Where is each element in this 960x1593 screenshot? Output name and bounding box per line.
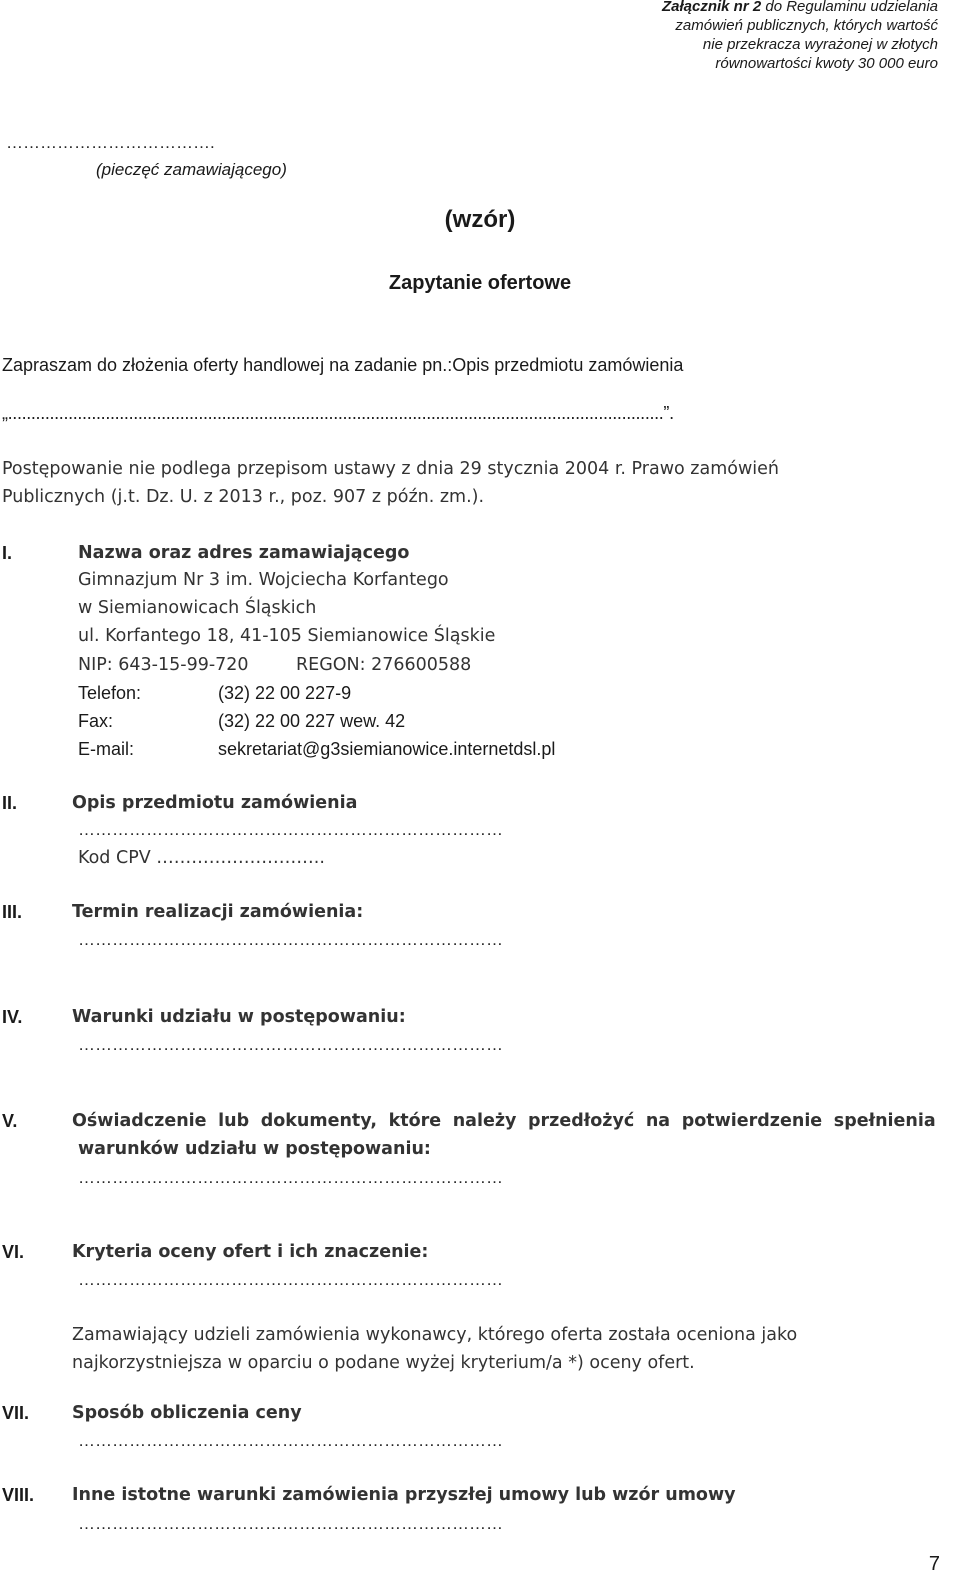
section-number: VII. xyxy=(2,1403,30,1423)
section-title-conditions: Warunki udziału w postępowaniu: xyxy=(72,1007,406,1027)
legal-note-line2: Publicznych (j.t. Dz. U. z 2013 r., poz. 907 z późn. zm.). xyxy=(2,487,485,507)
header-note-line1 xyxy=(662,0,938,16)
section-number: III. xyxy=(2,902,23,922)
header-note-line2: zamówień publicznych, których wartość xyxy=(675,17,938,34)
stamp-label: (pieczęć zamawiającego) xyxy=(96,160,287,179)
section-title-documents-line2: warunków udziału w postępowaniu: xyxy=(78,1139,431,1159)
authority-name-line1: Gimnazjum Nr 3 im. Wojciecha Korfantego xyxy=(78,570,449,590)
legal-note-line1: Postępowanie nie podlega przepisom ustawy z dnia 29 stycznia 2004 r. Prawo zamówień xyxy=(2,459,779,479)
section-title-deadline: Termin realizacji zamówienia: xyxy=(72,902,364,922)
section-number: V. xyxy=(2,1111,18,1131)
subject-dots: ………………………………………………………………… xyxy=(78,820,503,839)
authority-name-line2: w Siemianowicach Śląskich xyxy=(78,598,317,618)
task-placeholder: „.............................................................................................................................................”. xyxy=(2,403,674,423)
section-title-criteria: Kryteria oceny ofert i ich znaczenie: xyxy=(72,1242,429,1262)
header-note-line4: równowartości kwoty 30 000 euro xyxy=(715,55,938,72)
conditions-dots: ………………………………………………………………… xyxy=(78,1035,503,1054)
award-note-line2: najkorzystniejsza w oparciu o podane wyżej kryterium/a *) oceny ofert. xyxy=(72,1353,695,1373)
section-title-subject: Opis przedmiotu zamówienia xyxy=(72,793,358,813)
section-number: IV. xyxy=(2,1007,23,1027)
email-value: sekretariat@g3siemianowice.internetdsl.pl xyxy=(218,739,556,759)
header-note-line1-rest: do Regulaminu udzielania xyxy=(761,0,938,15)
nip-number: NIP: 643-15-99-720 xyxy=(78,655,249,675)
fax-value: (32) 22 00 227 wew. 42 xyxy=(218,711,406,731)
invitation-text: Zapraszam do złożenia oferty handlowej na zadanie pn.:Opis przedmiotu zamówienia xyxy=(2,355,684,375)
header-note xyxy=(662,0,938,73)
phone-value: (32) 22 00 227-9 xyxy=(218,683,352,703)
section-number: II. xyxy=(2,793,18,813)
regon-number: REGON: 276600588 xyxy=(296,655,472,675)
section-number: I. xyxy=(2,543,13,563)
section-number: VIII. xyxy=(2,1485,35,1505)
section-number: VI. xyxy=(2,1242,25,1262)
section-title-price: Sposób obliczenia ceny xyxy=(72,1403,302,1423)
section-title-other-conditions: Inne istotne warunki zamówienia przyszłej umowy lub wzór umowy xyxy=(72,1485,736,1505)
attachment-number: Załącznik nr 2 xyxy=(661,0,762,15)
page-number: 7 xyxy=(928,1553,940,1575)
section-title-documents: Oświadczenie lub dokumenty, które należy przedłożyć na potwierdzenie spełnienia xyxy=(72,1111,936,1131)
award-note-line1: Zamawiający udzieli zamówienia wykonawcy, którego oferta została oceniona jako xyxy=(72,1325,798,1345)
template-label: (wzór) xyxy=(444,206,516,233)
documents-dots: ………………………………………………………………… xyxy=(78,1168,503,1187)
header-note-line3: nie przekracza wyrażonej w złotych xyxy=(702,36,938,53)
deadline-dots: ………………………………………………………………… xyxy=(78,930,503,949)
other-conditions-dots: ………………………………………………………………… xyxy=(78,1514,503,1533)
fax-label: Fax: xyxy=(78,711,114,731)
authority-address: ul. Korfantego 18, 41-105 Siemianowice Śląskie xyxy=(78,626,496,646)
section-title-contracting-authority: Nazwa oraz adres zamawiającego xyxy=(78,543,410,563)
cpv-code: Kod CPV ……………………….. xyxy=(78,848,325,868)
criteria-dots: ………………………………………………………………… xyxy=(78,1270,503,1289)
email-label: E-mail: xyxy=(78,739,135,759)
stamp-dots: ………………………………. xyxy=(6,133,215,152)
page-title: Zapytanie ofertowe xyxy=(388,272,572,294)
price-dots: ………………………………………………………………… xyxy=(78,1431,503,1450)
phone-label: Telefon: xyxy=(78,683,142,703)
